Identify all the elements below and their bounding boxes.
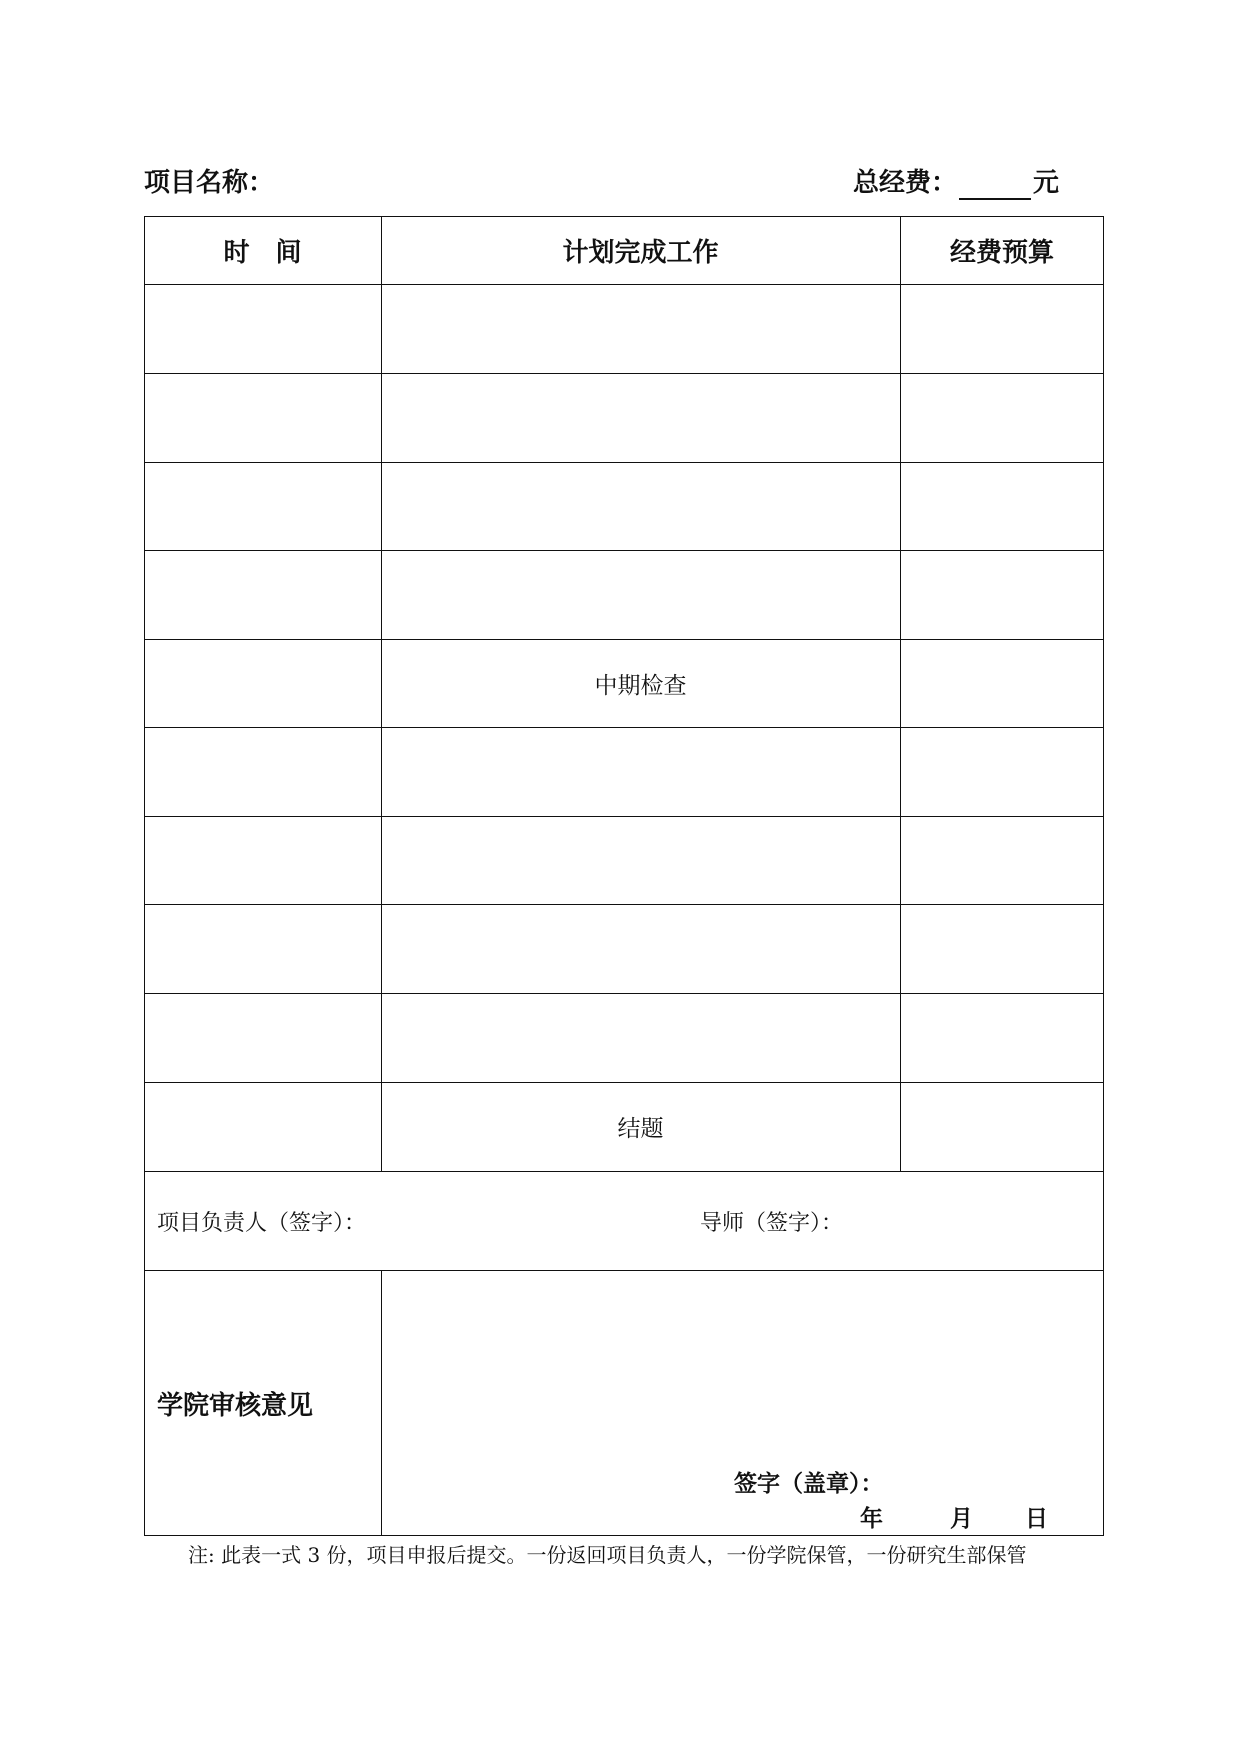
- table-cell-budget: [900, 816, 1104, 904]
- column-header-work: 计划完成工作: [562, 237, 719, 268]
- table-cell-time: [144, 727, 381, 816]
- footnote: 注: 此表一式 3 份，项目申报后提交。一份返回项目负责人，一份学院保管，一份研究生部保管: [188, 1543, 1027, 1567]
- stamp-label: 签字（盖章）：: [734, 1471, 884, 1497]
- table-cell-time: [144, 284, 381, 373]
- mentor-signature-label: 导师（签字）：: [700, 1211, 844, 1236]
- table-cell-budget: [900, 904, 1104, 993]
- table-cell-work: [381, 284, 900, 373]
- table-cell-time: [144, 993, 381, 1082]
- table-cell-work: [381, 462, 900, 550]
- table-cell-budget: [900, 373, 1104, 462]
- table-cell-work: [381, 373, 900, 462]
- row-divider: [144, 1171, 1104, 1172]
- table-cell-work: [381, 816, 900, 904]
- total-budget-unit: 元: [1033, 168, 1060, 198]
- table-cell-budget: [900, 727, 1104, 816]
- column-header-budget: 经费预算: [949, 237, 1054, 268]
- date-year: 年: [860, 1506, 883, 1532]
- table-cell-work: [381, 993, 900, 1082]
- table-cell-budget: [900, 993, 1104, 1082]
- table-cell-time: [144, 904, 381, 993]
- column-divider: [381, 1270, 382, 1536]
- table-cell-budget: [900, 639, 1104, 727]
- table-cell-work: [381, 727, 900, 816]
- college-review-label: 学院审核意见: [157, 1390, 314, 1421]
- table-cell-time: [144, 550, 381, 639]
- table-cell-work: 结题: [617, 1116, 664, 1142]
- table-cell-budget: [900, 284, 1104, 373]
- column-header-time: 时 间: [223, 237, 302, 268]
- project-name-label: 项目名称：: [144, 168, 275, 198]
- leader-signature-label: 项目负责人（签字）：: [157, 1211, 367, 1236]
- table-cell-time: [144, 816, 381, 904]
- table-cell-budget: [900, 550, 1104, 639]
- table-cell-work: 中期检查: [594, 672, 687, 699]
- date-month: 月: [950, 1506, 973, 1532]
- table-cell-time: [144, 639, 381, 727]
- table-cell-work: [381, 550, 900, 639]
- table-cell-time: [144, 1082, 381, 1171]
- table-cell-time: [144, 373, 381, 462]
- total-budget: [853, 166, 1059, 200]
- table-cell-budget: [900, 462, 1104, 550]
- total-budget-label: 总经费：: [853, 168, 958, 198]
- date-day: 日: [1025, 1506, 1048, 1532]
- table-cell-budget: [900, 1082, 1104, 1171]
- total-budget-blank: [959, 172, 1031, 200]
- table-cell-work: [381, 904, 900, 993]
- table-cell-time: [144, 462, 381, 550]
